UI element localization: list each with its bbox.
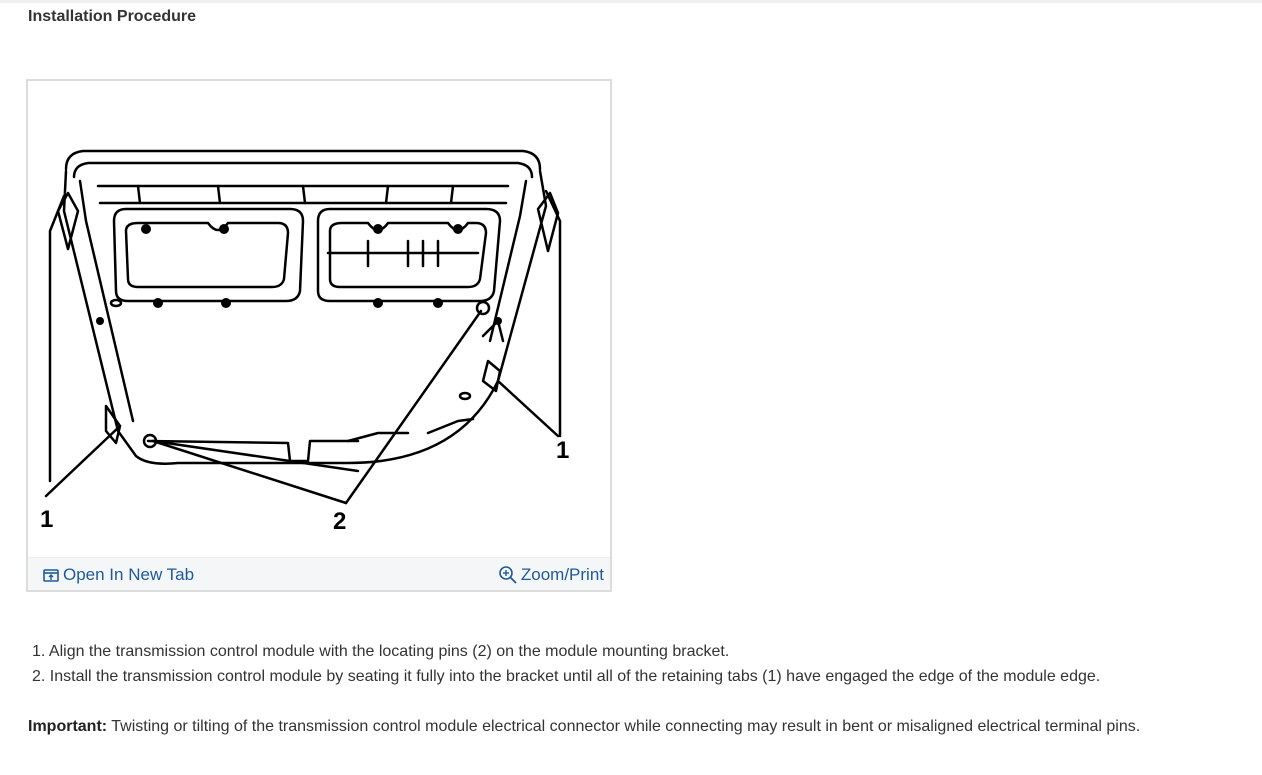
step-number: 1. — [32, 643, 46, 660]
step-item — [32, 664, 1100, 689]
zoom-in-icon — [499, 566, 517, 584]
step-text: Install the transmission control module by seating it fully into the bracket until all of the retaining tabs (1) have engaged the edge of the module edge. — [49, 668, 1101, 685]
open-in-new-tab-link[interactable] — [43, 565, 194, 585]
step-number: 2. — [32, 668, 46, 685]
zoom-print-label: Zoom/Print — [520, 565, 604, 584]
figure-frame — [26, 79, 612, 592]
open-new-tab-icon — [43, 568, 59, 582]
callout-2: 2 — [333, 508, 347, 535]
callout-1-left: 1 — [40, 506, 54, 533]
open-in-new-tab-label: Open In New Tab — [63, 565, 195, 584]
important-label: Important: — [28, 718, 108, 735]
top-divider — [0, 0, 1262, 3]
step-text: Align the transmission control module with the locating pins (2) on the module mounting bracket. — [48, 643, 730, 660]
important-note — [28, 714, 1248, 739]
module-bracket-diagram — [28, 81, 610, 556]
important-text: Twisting or tilting of the transmission control module electrical connector while connecting may result in bent or misaligned electrical terminal pins. — [111, 718, 1141, 735]
section-title: Installation Procedure — [28, 8, 197, 25]
figure-toolbar — [28, 557, 610, 590]
procedure-steps — [32, 639, 1100, 689]
zoom-print-link[interactable] — [499, 565, 604, 585]
step-item — [32, 639, 1100, 664]
callout-1-right: 1 — [556, 437, 570, 464]
